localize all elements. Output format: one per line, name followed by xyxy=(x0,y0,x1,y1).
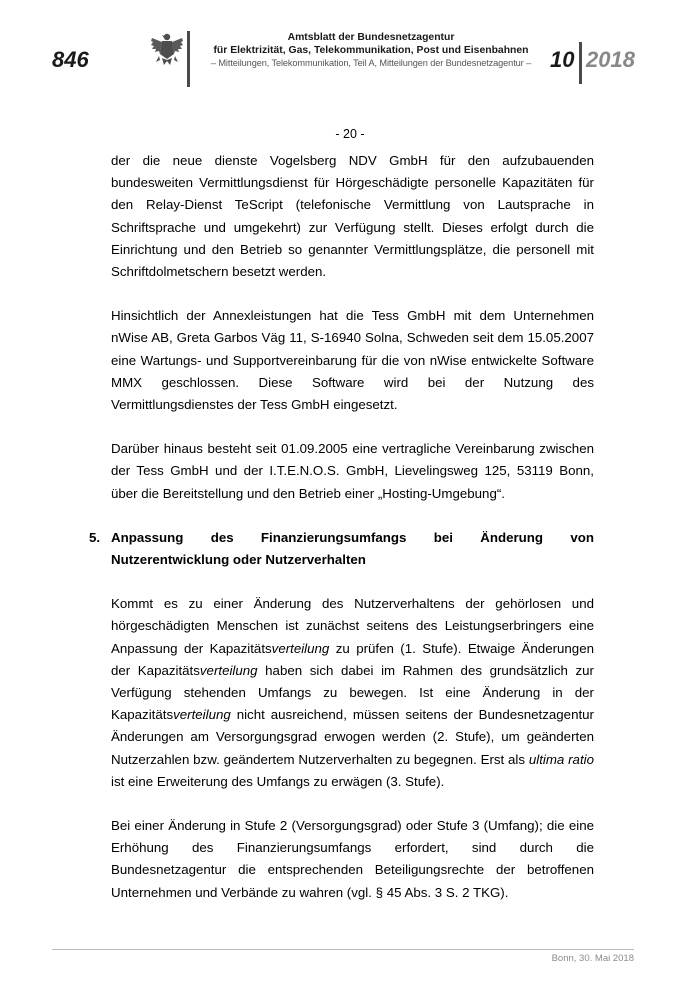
p4-text-5: ist eine Erweiterung des Umfangs zu erwägen (3. Stufe). xyxy=(111,773,445,789)
p4-text-2: zu prüfen (1. Stufe). Etwaige Änderungen der Kapazitäts xyxy=(111,640,594,678)
gazette-title-line2: für Elektrizität, Gas, Telekommunikation, Post und Eisenbahnen xyxy=(213,45,529,56)
section-heading xyxy=(89,527,594,571)
federal-eagle-icon xyxy=(150,32,184,68)
p4-text-4: nicht ausreichend, müssen seitens der Bundesnetzagentur Änderungen am Versorgungsgrad erwogen werden (2. Stufe), um geänderten Nutzerzahlen bzw. geändertem Nutzerverhalten zu begegnen. Erst als xyxy=(111,707,594,767)
paragraph-2: Hinsichtlich der Annexleistungen hat die Tess GmbH mit dem Unternehmen nWise AB, Greta Garbos Väg 11, S-16940 Solna, Schweden seit dem 15.05.2007 eine Wartungs- und Supportvereinbarung für die von nWise entwickelte Software MMX geschlossen. Diese Software wird bei der Nutzung des Vermittlungsdienstes der Tess GmbH eingesetzt. xyxy=(111,308,594,413)
p4-emphasis-2: verteilung xyxy=(199,662,258,678)
gazette-subtitle: – Mitteilungen, Telekommunikation, Teil A, Mitteilungen der Bundesnetzagentur – xyxy=(210,58,532,68)
footer-date: Bonn, 30. Mai 2018 xyxy=(551,953,634,964)
p4-text-1: Kommt es zu einer Änderung des Nutzerverhaltens der gehörlosen und hörgeschädigten Menschen ist zunächst seitens des Leistungserbringers eine Anpassung der Kapazitäts xyxy=(111,596,594,656)
p4-emphasis-1: verteilung xyxy=(271,640,330,656)
p4-text-3: haben sich dabei im Rahmen des grundsätzlich zur Verfügung stehenden Umfangs zu bewegen. Ist eine Änderung in der Kapazitäts xyxy=(111,662,594,723)
document-body xyxy=(89,150,594,904)
p4-emphasis-3: verteilung xyxy=(173,707,231,723)
page-number: 846 xyxy=(52,47,89,72)
section-number: 5. xyxy=(89,529,101,545)
issue-year: 2018 xyxy=(586,47,635,72)
paragraph-3: Darüber hinaus besteht seit 01.09.2005 eine vertragliche Vereinbarung zwischen der Tess GmbH und der I.T.E.N.O.S. GmbH, Lievelingsweg 125, 53119 Bonn, über die Bereitstellung und den Betrieb einer „Hosting-Umgebung“. xyxy=(111,441,594,501)
gazette-title xyxy=(196,31,546,57)
footer-rule xyxy=(52,949,634,950)
gazette-title-line1: Amtsblatt der Bundesnetzagentur xyxy=(287,32,455,43)
section-title: Anpassung des Finanzierungsumfangs bei Änderung von Nutzerentwicklung oder Nutzerverhalten xyxy=(111,529,594,568)
issue-divider xyxy=(579,42,582,84)
header-divider xyxy=(187,31,190,87)
paragraph-5: Bei einer Änderung in Stufe 2 (Versorgungsgrad) oder Stufe 3 (Umfang); die eine Erhöhung des Finanzierungsumfangs erfordert, sind durch die Bundesnetzagentur die entsprechenden Beteiligungsrechte der betroffenen Unternehmen und Verbände zu wahren (vgl. § 45 Abs. 3 S. 2 TKG). xyxy=(111,818,594,900)
folio-number: - 20 - xyxy=(335,127,365,141)
paragraph-1: der die neue dienste Vogelsberg NDV GmbH für den aufzubauenden bundesweiten Vermittlungsdienst für Hörgeschädigte personelle Kapazitäten für den Relay-Dienst TeScript (telefonische Vermittlung von Lautsprache in Schriftsprache und umgekehrt) zur Verfügung stellt. Dieses erfolgt durch die Einrichtung und den Betrieb so genannter Vermittlungsplätze, die personell mit Schriftdolmetschern besetzt werden. xyxy=(111,153,594,280)
p4-emphasis-4: ultima ratio xyxy=(528,751,594,767)
issue-number: 10 xyxy=(550,47,575,72)
paragraph-4 xyxy=(111,593,594,793)
